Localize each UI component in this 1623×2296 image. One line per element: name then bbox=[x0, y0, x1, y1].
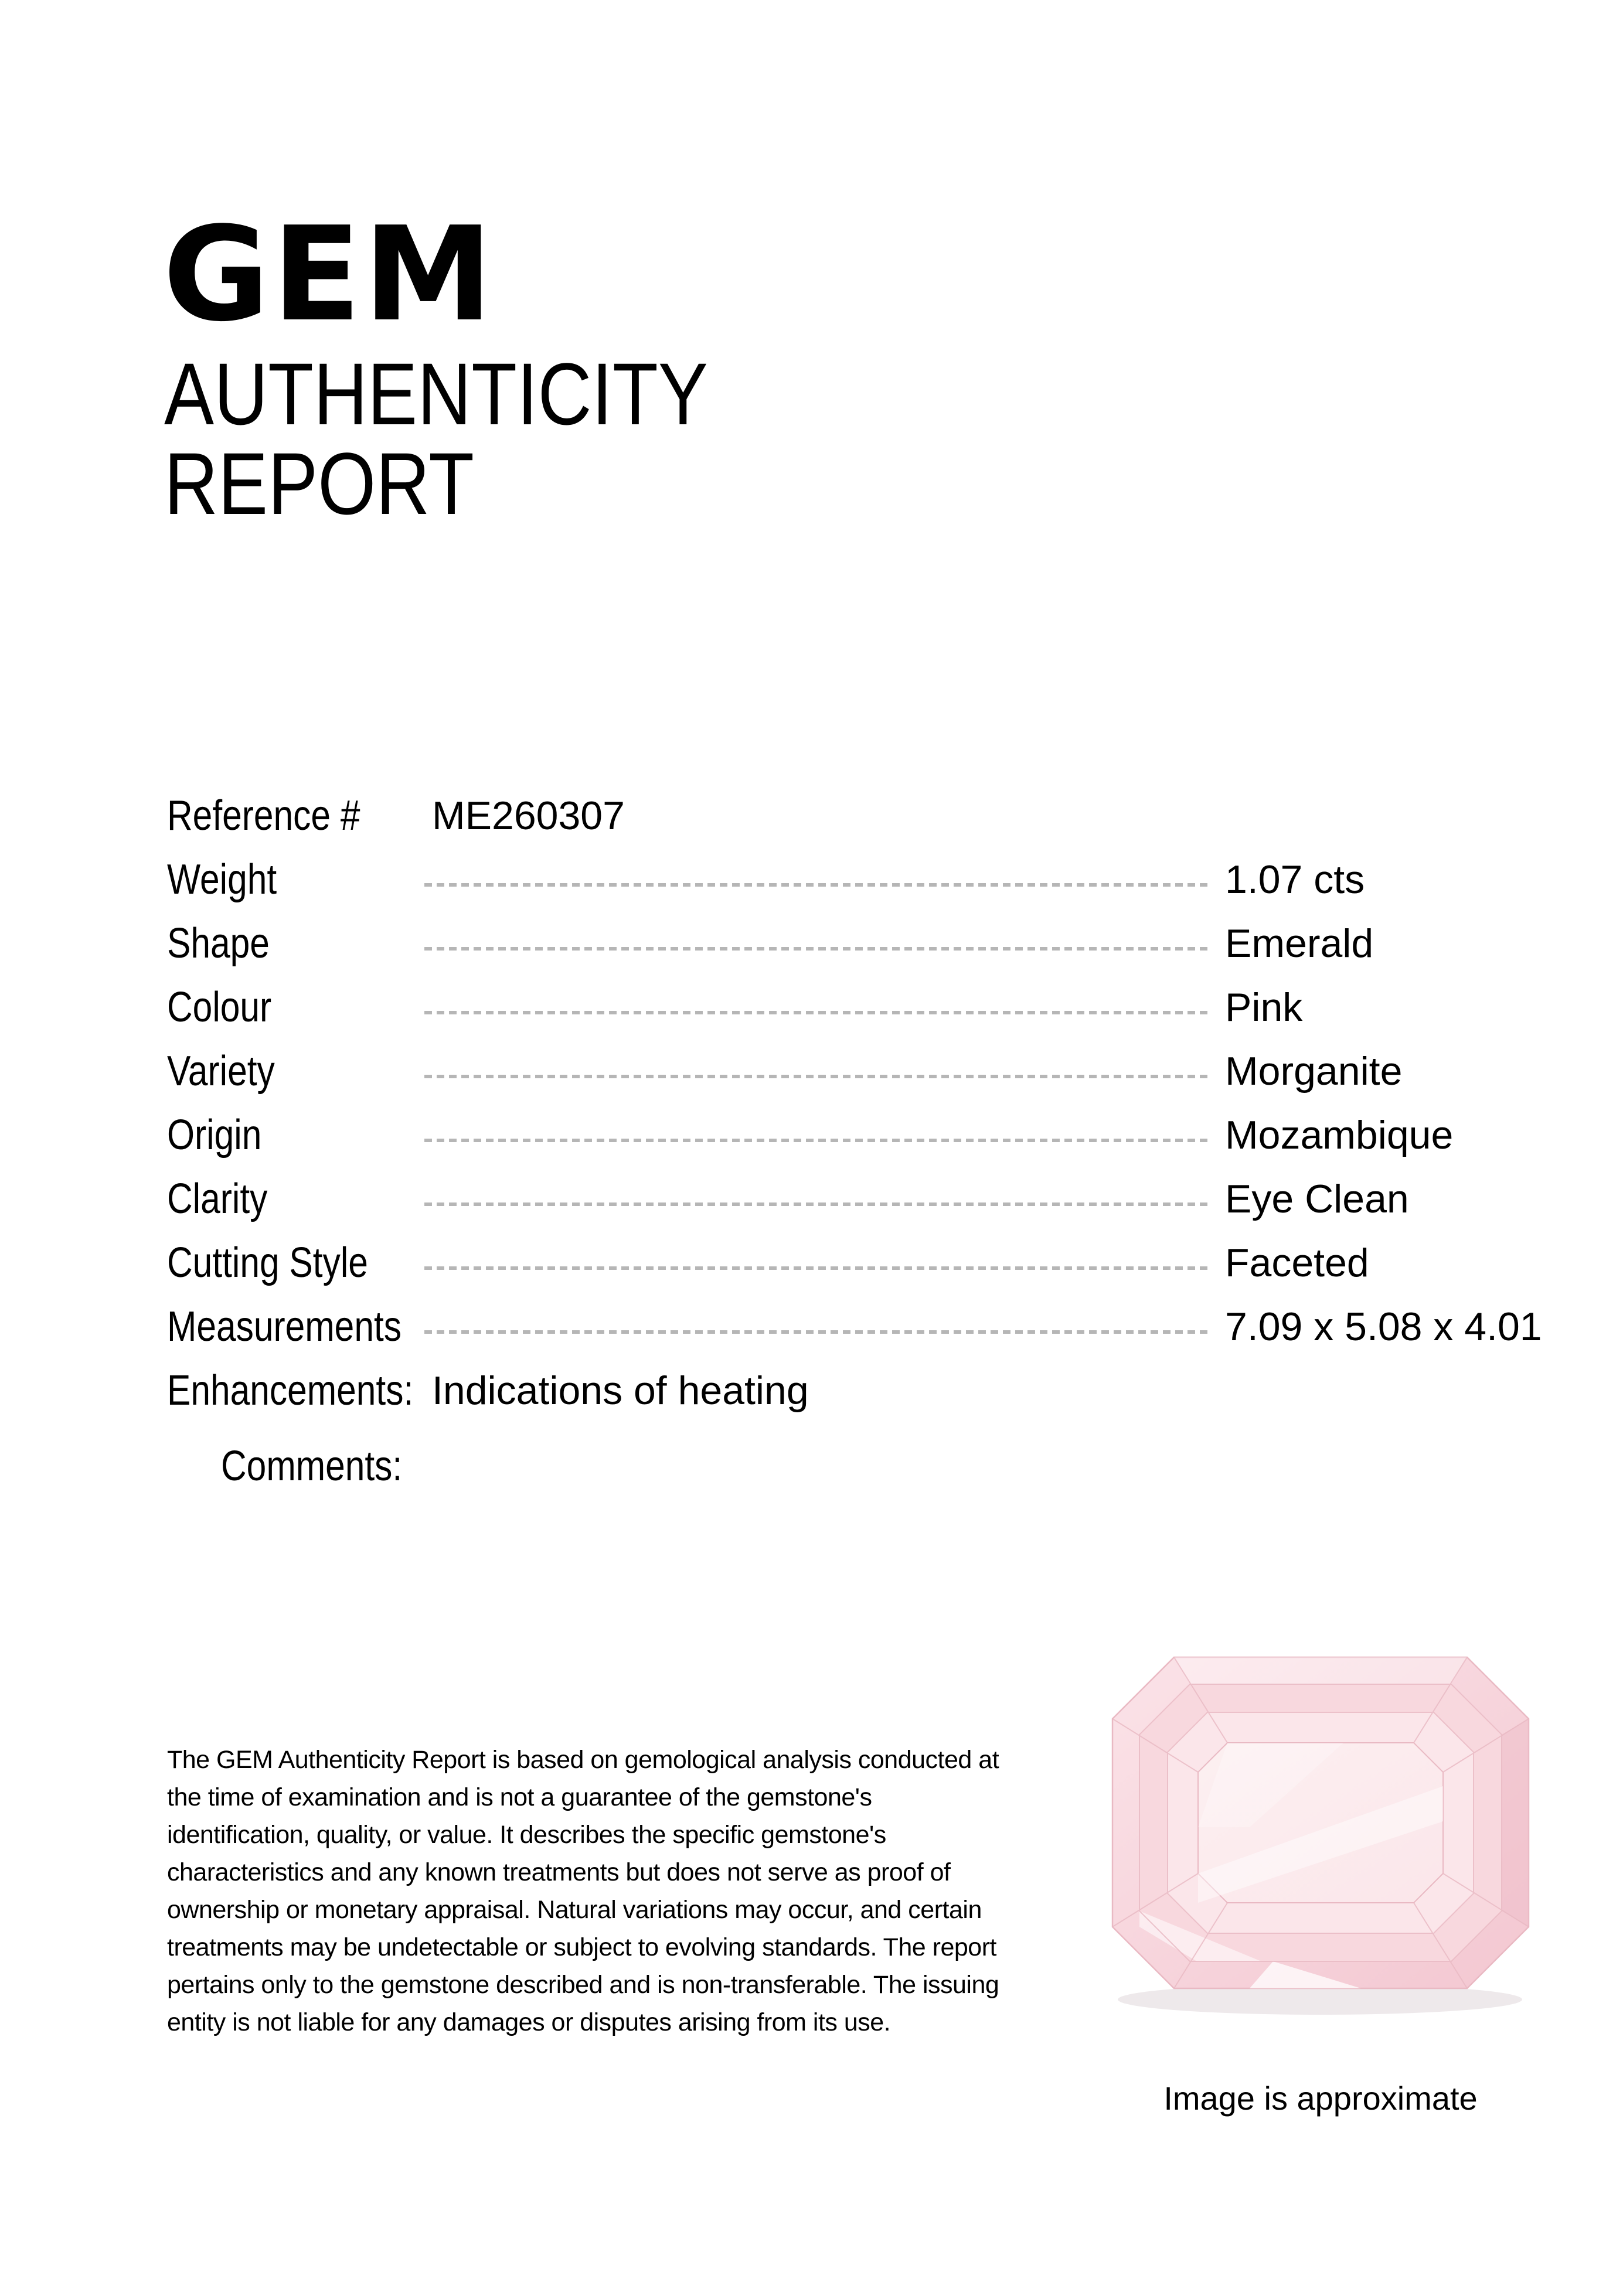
field-value-measurements: 7.09 x 5.08 x 4.01 bbox=[1225, 1304, 1542, 1349]
gem-right-tint bbox=[1502, 1719, 1529, 1927]
field-label-colour: Colour bbox=[167, 984, 272, 1031]
dotted-leader bbox=[424, 1011, 1211, 1014]
disclaimer-paragraph: The GEM Authenticity Report is based on gemological analysis conducted at the time of examination and is not a guarantee of the gemstone's identification, quality, or value. It describes the specific gemstone's characteristics and any known treatments but does not serve as proof of ownership or monetary appraisal. Natural variations may occur, and certain treatments may be undetectable or subject to evolving standards. The report pertains only to the gemstone described and is non-transferable. The issuing entity is not liable for any damages or disputes arising from its use. bbox=[167, 1746, 999, 2036]
field-row-weight bbox=[0, 856, 1623, 917]
dotted-leader bbox=[424, 947, 1211, 951]
field-row-variety bbox=[0, 1050, 1623, 1109]
field-value-clarity: Eye Clean bbox=[1225, 1177, 1409, 1221]
dotted-leader bbox=[424, 1139, 1211, 1142]
field-row-reference bbox=[0, 792, 1623, 853]
field-label-clarity: Clarity bbox=[167, 1176, 268, 1222]
field-value-variety: Morganite bbox=[1225, 1049, 1403, 1094]
field-label-comments: Comments: bbox=[221, 1443, 403, 1490]
field-row-comments bbox=[0, 1445, 1623, 1504]
report-subtitle-line2: REPORT bbox=[164, 434, 474, 533]
gemstone-image bbox=[1096, 1641, 1545, 2028]
field-row-origin bbox=[0, 1114, 1623, 1173]
field-label-shape: Shape bbox=[167, 920, 270, 967]
dotted-leader bbox=[424, 883, 1211, 887]
field-row-enhancements bbox=[0, 1367, 1623, 1428]
field-label-enhancements: Enhancements: bbox=[167, 1367, 414, 1414]
report-title: GEM bbox=[163, 199, 495, 350]
gem-top-highlight bbox=[1174, 1657, 1467, 1684]
field-label-origin: Origin bbox=[167, 1112, 262, 1159]
field-value-reference: ME260307 bbox=[432, 793, 625, 838]
report-subtitle-line1: AUTHENTICITY bbox=[164, 345, 708, 443]
field-row-measurements bbox=[0, 1303, 1623, 1364]
field-row-colour bbox=[0, 986, 1623, 1045]
field-value-origin: Mozambique bbox=[1225, 1113, 1454, 1157]
field-label-weight: Weight bbox=[167, 856, 277, 903]
field-label-measurements: Measurements bbox=[167, 1303, 402, 1350]
field-value-shape: Emerald bbox=[1225, 921, 1374, 966]
dotted-leader bbox=[424, 1266, 1211, 1270]
field-label-cutting-style: Cutting Style bbox=[167, 1239, 368, 1286]
field-label-reference: Reference # bbox=[167, 792, 360, 839]
gem-caption: Image is approximate bbox=[1163, 2080, 1478, 2117]
dotted-leader bbox=[424, 1075, 1211, 1078]
field-value-enhancements: Indications of heating bbox=[432, 1368, 809, 1413]
field-row-cutting-style bbox=[0, 1239, 1623, 1300]
field-label-variety: Variety bbox=[167, 1048, 275, 1095]
field-row-clarity bbox=[0, 1178, 1623, 1236]
dotted-leader bbox=[424, 1330, 1211, 1334]
field-value-weight: 1.07 cts bbox=[1225, 857, 1365, 902]
report-subtitle bbox=[164, 345, 708, 533]
field-row-shape bbox=[0, 922, 1623, 981]
dotted-leader bbox=[424, 1202, 1211, 1206]
field-value-cutting-style: Faceted bbox=[1225, 1241, 1369, 1285]
field-value-colour: Pink bbox=[1225, 985, 1303, 1030]
